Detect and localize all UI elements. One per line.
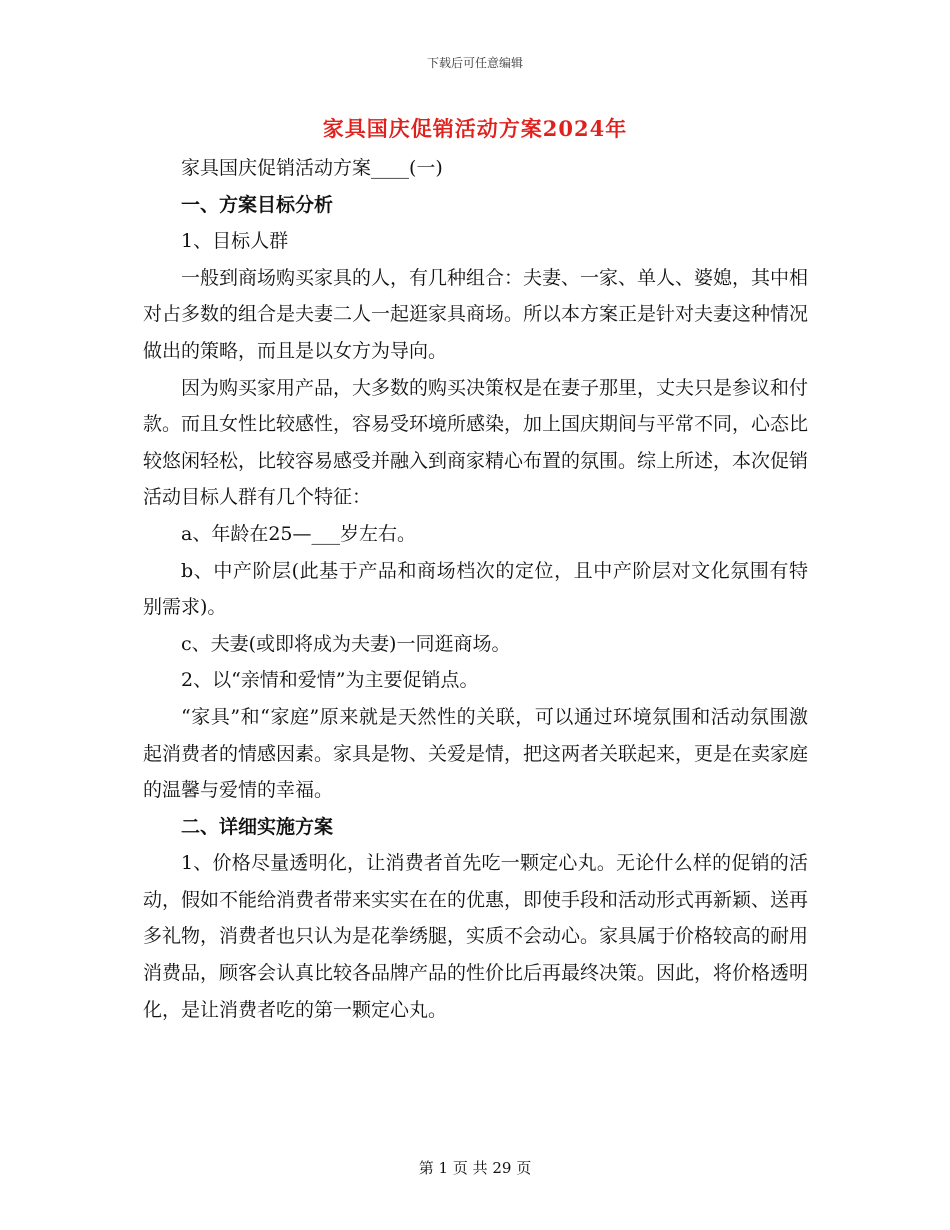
body-paragraph: 一般到商场购买家具的人，有几种组合：夫妻、一家、单人、婆媳，其中相对占多数的组合是夫妻二人一起逛家具商场。所以本方案正是针对夫妻这种情况做出的策略，而且是以女方为导向。 [143, 266, 809, 362]
body-paragraph: c、夫妻(或即将成为夫妻)一同逛商场。 [181, 632, 511, 655]
page-footer-number: 第 1 页 共 29 页 [418, 1159, 532, 1177]
body-paragraph: 因为购买家用产品，大多数的购买决策权是在妻子那里，丈夫只是参议和付款。而且女性比较感性，容易受环境所感染，加上国庆期间与平常不同，心态比较悠闲轻松，比较容易感受并融入到商家精心布置的氛围。综上所述，本次促销活动目标人群有几个特征： [143, 376, 809, 509]
page-header-note: 下载后可任意编辑 [426, 56, 523, 70]
body-paragraph: 1、价格尽量透明化，让消费者首先吃一颗定心丸。无论什么样的促销的活动，假如不能给消费者带来实实在在的优惠，即使手段和活动形式再新颖、送再多礼物，消费者也只认为是花拳绣腿，实质不会动心。家具属于价格较高的耐用消费品，顾客会认真比较各品牌产品的性价比后再最终决策。因此，将价格透明化，是让消费者吃的第一颗定心丸。 [143, 852, 809, 1021]
body-paragraph: a、年龄在25—___岁左右。 [181, 522, 417, 545]
section-heading: 一、方案目标分析 [181, 193, 334, 216]
document-title: 家具国庆促销活动方案2024年 [322, 116, 628, 141]
body-paragraph: “家具”和“家庭”原来就是天然性的关联，可以通过环境氛围和活动氛围激起消费者的情感因素。家具是物、关爱是情，把这两者关联起来，更是在卖家庭的温馨与爱情的幸福。 [143, 705, 809, 802]
body-paragraph: 家具国庆促销活动方案____(一) [181, 157, 443, 179]
section-heading: 二、详细实施方案 [181, 815, 334, 838]
document-body [143, 150, 808, 1028]
body-paragraph: 1、目标人群 [181, 230, 289, 253]
body-paragraph: 2、以“亲情和爱情”为主要促销点。 [181, 669, 479, 692]
body-paragraph: b、中产阶层(此基于产品和商场档次的定位，且中产阶层对文化氛围有特别需求)。 [143, 559, 808, 619]
